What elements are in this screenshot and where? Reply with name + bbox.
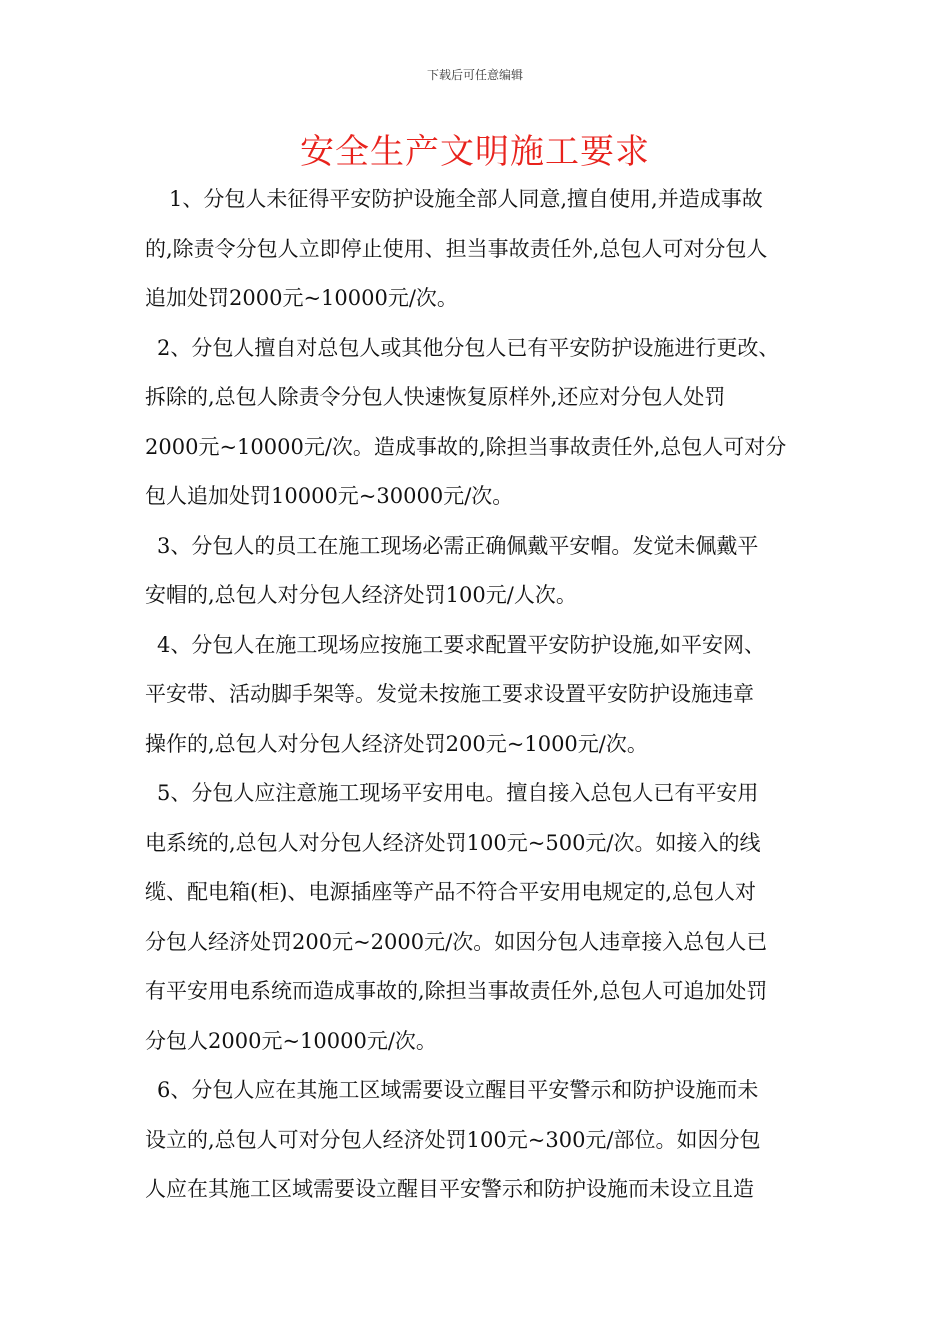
text-line: 有平安用电系统而造成事故的,除担当事故责任外,总包人可追加处罚: [145, 979, 768, 1003]
text-line: 安帽的,总包人对分包人经济处罚100元/人次。: [145, 583, 577, 607]
text-line: 2000元~10000元/次。造成事故的,除担当事故责任外,总包人可对分: [145, 434, 787, 459]
text-line: 包人追加处罚10000元~30000元/次。: [145, 484, 514, 508]
text-line: 2、分包人擅自对总包人或其他分包人已有平安防护设施进行更改、: [157, 335, 780, 360]
text-line: 4、分包人在施工现场应按施工要求配置平安防护设施,如平安网、: [157, 632, 766, 657]
text-line: 6、分包人应在其施工区域需要设立醒目平安警示和防护设施而未: [157, 1078, 759, 1102]
text-line: 拆除的,总包人除责令分包人快速恢复原样外,还应对分包人处罚: [145, 385, 726, 409]
text-line: 分包人经济处罚200元~2000元/次。如因分包人违章接入总包人已: [145, 929, 768, 954]
text-line: 平安带、活动脚手架等。发觉未按施工要求设置平安防护设施违章: [145, 682, 754, 706]
text-line: 设立的,总包人可对分包人经济处罚100元~300元/部位。如因分包: [145, 1127, 761, 1152]
text-line: 1、分包人未征得平安防护设施全部人同意,擅自使用,并造成事故: [169, 187, 763, 211]
text-line: 缆、配电箱(柜)、电源插座等产品不符合平安用电规定的,总包人对: [145, 880, 757, 904]
text-line: 追加处罚2000元~10000元/次。: [145, 286, 458, 310]
text-line: 人应在其施工区域需要设立醒目平安警示和防护设施而未设立且造: [145, 1177, 754, 1201]
text-line: 3、分包人的员工在施工现场必需正确佩戴平安帽。发觉未佩戴平: [157, 533, 759, 558]
document-title: 安全生产文明施工要求: [300, 132, 650, 172]
text-line: 分包人2000元~10000元/次。: [145, 1028, 437, 1053]
header-note: 下载后可任意编辑: [426, 68, 523, 82]
text-line: 电系统的,总包人对分包人经济处罚100元~500元/次。如接入的线: [145, 830, 761, 855]
text-line: 5、分包人应注意施工现场平安用电。擅自接入总包人已有平安用: [157, 781, 759, 805]
text-line: 操作的,总包人对分包人经济处罚200元~1000元/次。: [145, 731, 648, 756]
text-line: 的,除责令分包人立即停止使用、担当事故责任外,总包人可对分包人: [145, 236, 768, 261]
document-body: [145, 175, 805, 1215]
